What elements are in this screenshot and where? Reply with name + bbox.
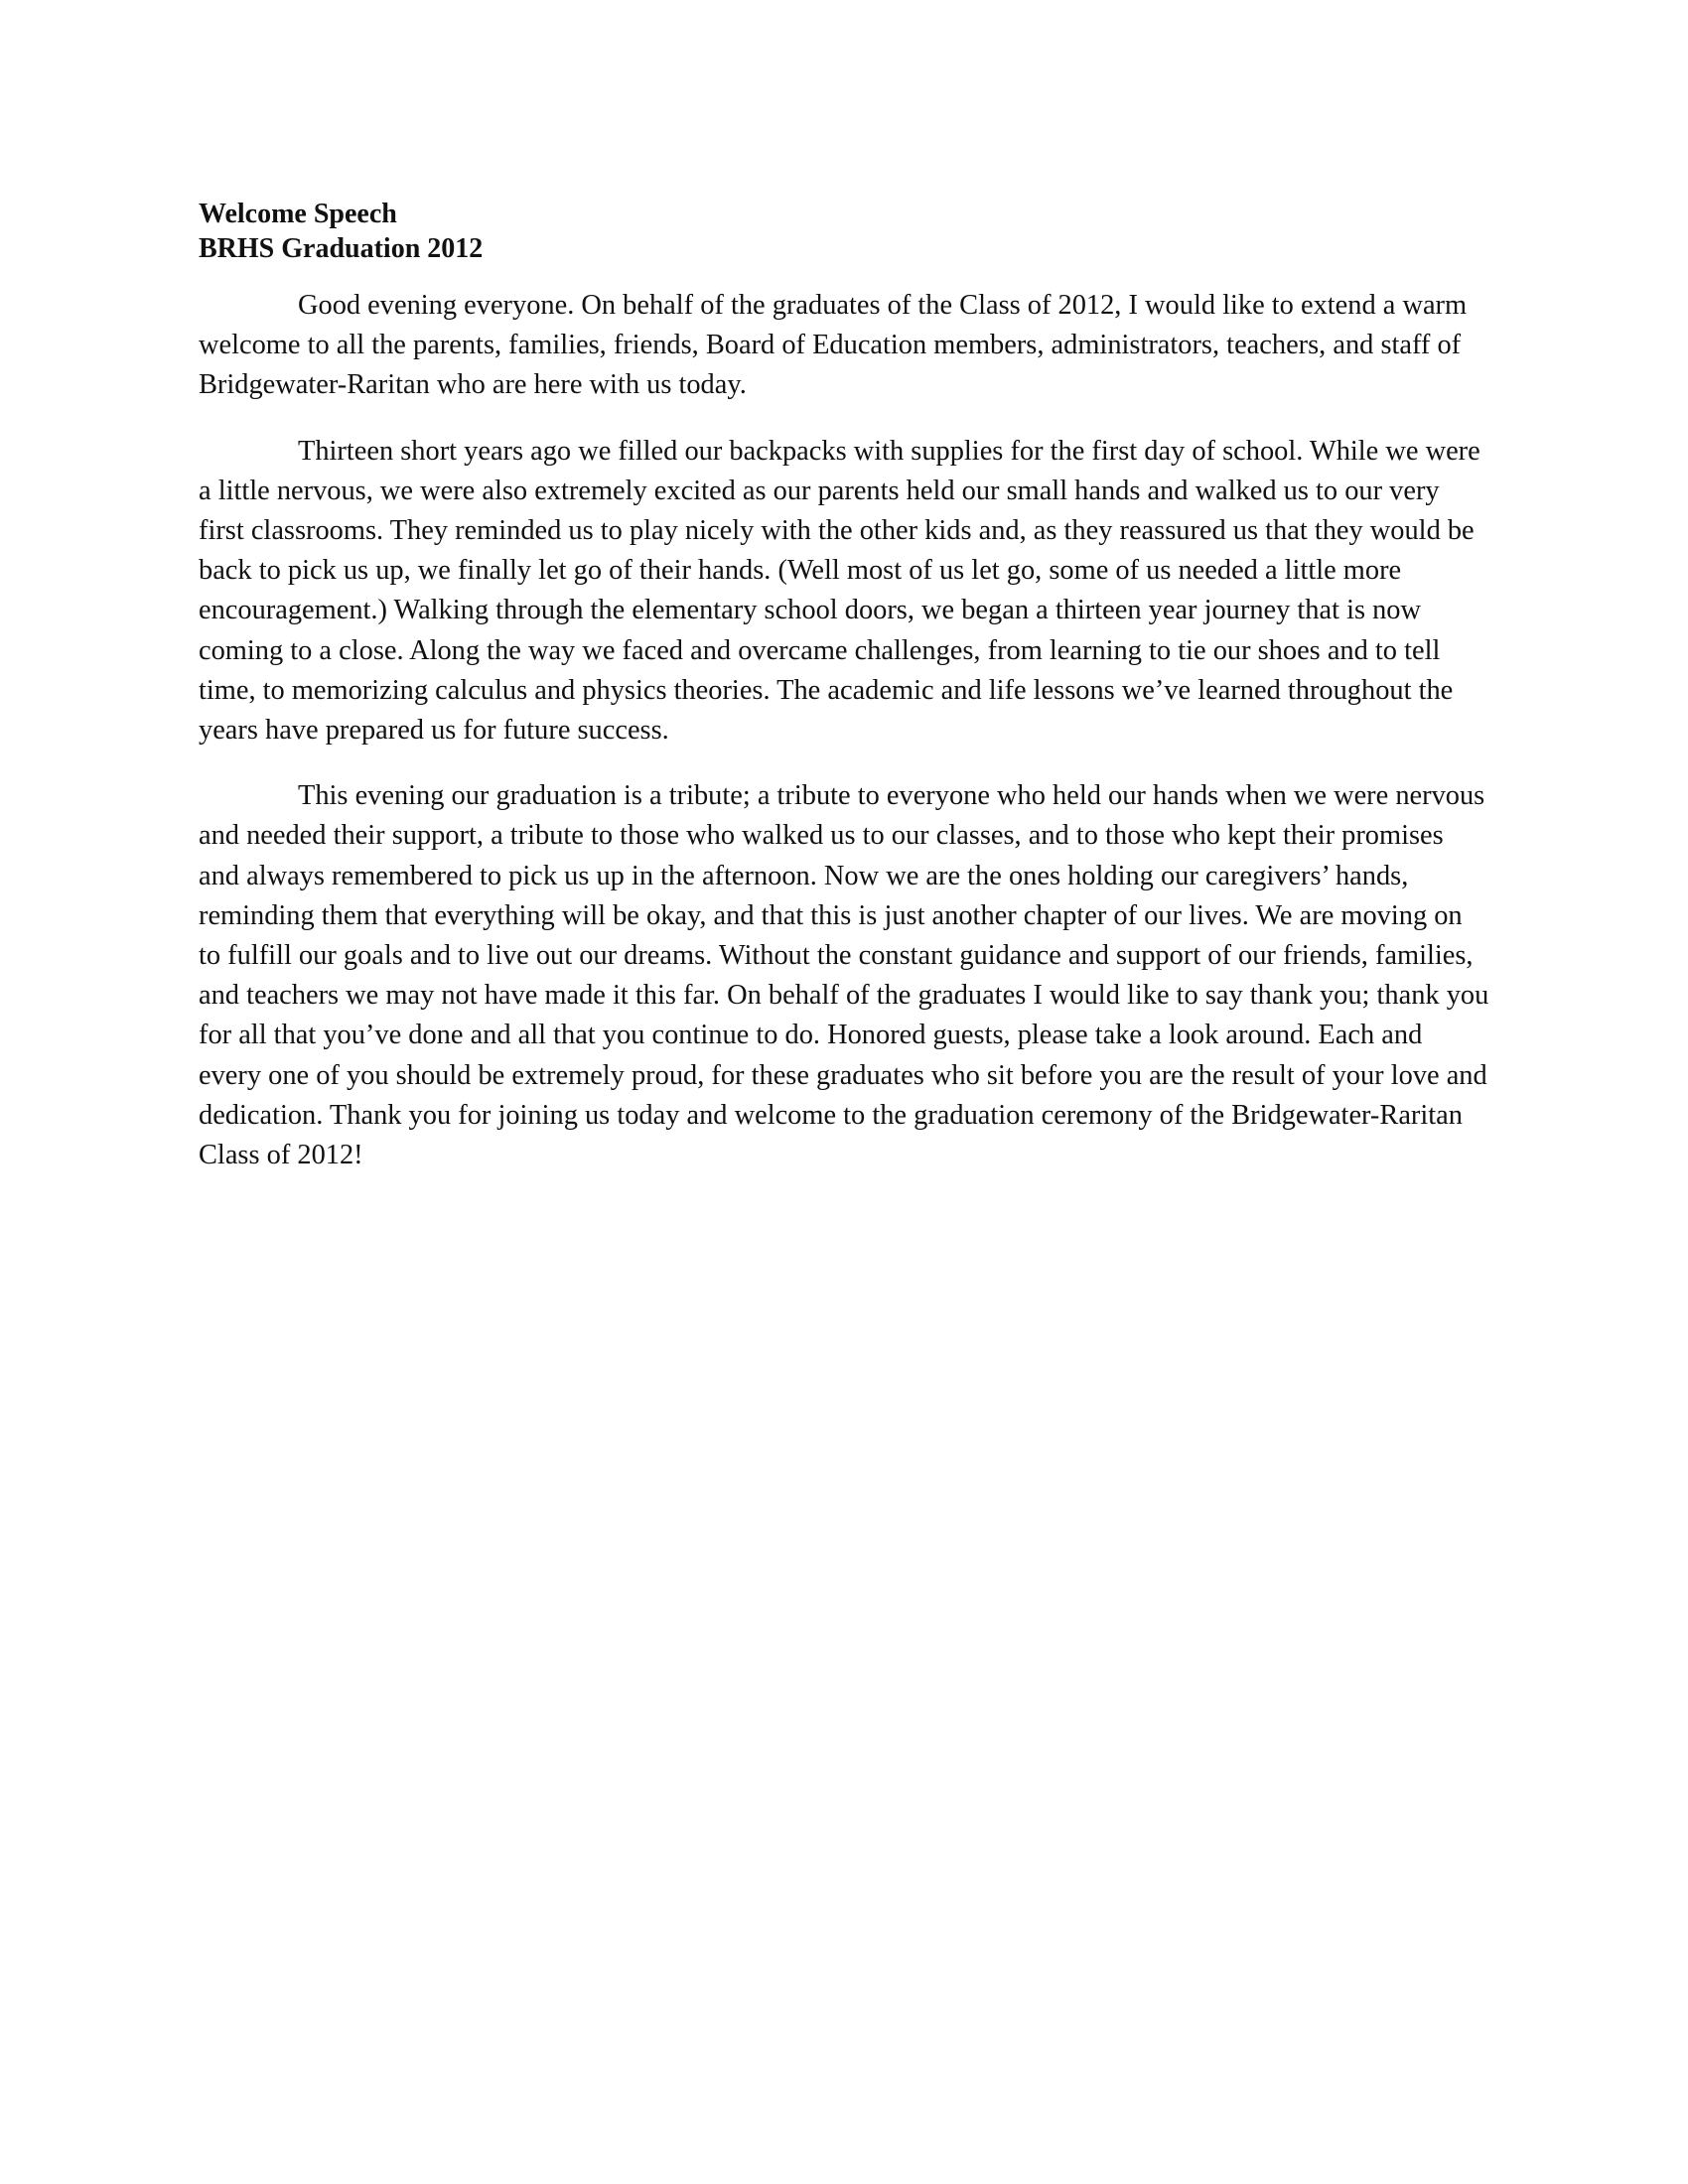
document-body bbox=[199, 197, 1489, 1201]
document-title: Welcome Speech bbox=[199, 199, 397, 229]
heading-block bbox=[199, 197, 1489, 266]
document-subtitle: BRHS Graduation 2012 bbox=[199, 233, 484, 264]
paragraph-welcome: Good evening everyone. On behalf of the graduates of the Class of 2012, I would like to extend a warm welcome to all the parents, families, friends, Board of Education members, administrators, teachers, and staff of Bridgewater-Raritan who are here with us today. bbox=[199, 290, 1468, 401]
paragraph-tribute: This evening our graduation is a tribute; a tribute to everyone who held our hands when we were nervous and needed their support, a tribute to those who walked us to our classes, and to those who kept their promises and always remembered to pick us up in the afternoon. Now we are the ones holding our caregivers’ hands, reminding them that everything will be okay, and that this is just another chapter of our lives. We are moving on to fulfill our goals and to live out our dreams. Without the constant guidance and support of our friends, families, and teachers we may not have made it this far. On behalf of the graduates I would like to say thank you; thank you for all that you’ve done and all that you continue to do. Honored guests, please take a look around. Each and every one of you should be extremely proud, for these graduates who sit before you are the result of your love and dedication. Thank you for joining us today and welcome to the graduation ceremony of the Bridgewater-Raritan Class of 2012! bbox=[199, 780, 1489, 1171]
paragraph-memories: Thirteen short years ago we filled our backpacks with supplies for the first day of school. While we were a little nervous, we were also extremely excited as our parents held our small hands and walked us to our very first classrooms. They reminded us to play nicely with the other kids and, as they reassured us that they would be back to pick us up, we finally let go of their hands. (Well most of us let go, some of us needed a little more encouragement.) Walking through the elementary school doors, we began a thirteen year journey that is now coming to a close. Along the way we faced and overcame challenges, from learning to tie our shoes and to tell time, to memorizing calculus and physics theories. The academic and life lessons we’ve learned throughout the years have prepared us for future success. bbox=[199, 435, 1480, 747]
